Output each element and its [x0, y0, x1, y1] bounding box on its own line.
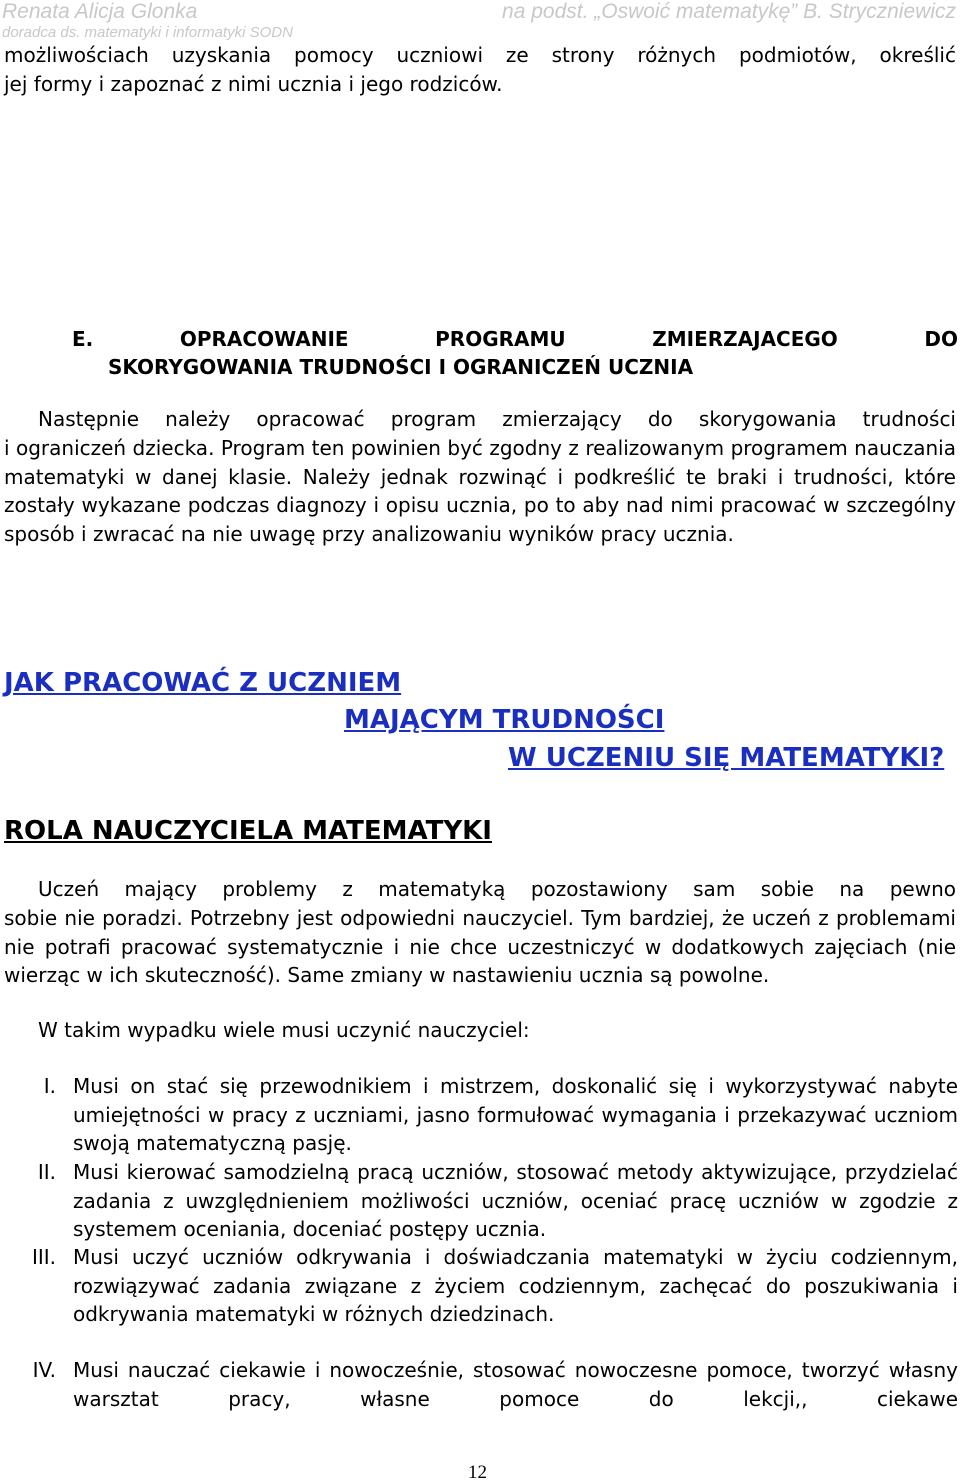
section-e-paragraph-first-line: Następnie należy opracować program zmierzający do skorygowania trudności	[38, 407, 956, 431]
list-item: Musi uczyć uczniów odkrywania i doświadczania matematyki w życiu codziennym, rozwiązywać zadania związane z życiem codziennym, zachęcać do poszukiwania i odkrywania matematyki w różnych dziedzinach.	[73, 1245, 958, 1327]
role-paragraph: sobie nie poradzi. Potrzebny jest odpowiedni nauczyciel. Tym bardziej, że uczeń z problemami nie potrafi pracować systematycznie i nie chce uczestniczyć w dodatkowych zajęciach (nie wierząc w ich skuteczność). Same zmiany w nastawieniu ucznia są powolne.	[4, 906, 956, 988]
list-item-number: IV.	[32, 1358, 56, 1382]
section-e-paragraph: i ograniczeń dziecka. Program ten powinien być zgodny z realizowanym programem nauczania matematyki w danej klasie. Należy jednak rozwinąć i podkreślić te braki i trudności, które zostały wykazane podczas diagnozy i opisu ucznia, po to aby nad nimi pracować w szczególny sposób i zwracać na nie uwagę przy analizowaniu wyników pracy ucznia.	[4, 436, 956, 546]
header-role: doradca ds. matematyki i informatyki SODN	[2, 24, 293, 41]
list-item-number: I.	[43, 1074, 56, 1098]
list-item: Musi nauczać ciekawie i nowocześnie, stosować nowoczesne pomoce, tworzyć własny warsztat pracy, własne pomoce do lekcji,, ciekawe	[73, 1358, 958, 1411]
list-item-number: III.	[31, 1245, 56, 1269]
list-item: Musi on stać się przewodnikiem i mistrzem, doskonalić się i wykorzystywać nabyte umiejętności w pracy z uczniami, jasno formułować wymagania i przekazywać uczniom swoją matematyczną pasję.	[73, 1074, 958, 1156]
page-number: 12	[468, 1462, 487, 1483]
title-line-1: JAK PRACOWAĆ Z UCZNIEM	[4, 668, 402, 698]
role-heading: ROLA NAUCZYCIELA MATEMATYKI	[4, 816, 492, 846]
list-item-number: II.	[37, 1160, 56, 1184]
intro-line-2: jej formy i zapoznać z nimi ucznia i jego rodziców.	[4, 72, 503, 96]
section-e-title-line-2: SKORYGOWANIA TRUDNOŚCI I OGRANICZEŃ UCZNIA	[108, 355, 694, 379]
role-lead: W takim wypadku wiele musi uczynić nauczyciel:	[38, 1018, 530, 1042]
header-source: na podst. „Oswoić matematykę” B. Stryczniewicz	[502, 0, 956, 23]
title-line-2: MAJĄCYM TRUDNOŚCI	[344, 705, 665, 735]
intro-line-1: możliwościach uzyskania pomocy uczniowi ze strony różnych podmiotów, określić	[4, 43, 956, 67]
role-paragraph-first-line: Uczeń mający problemy z matematyką pozostawiony sam sobie na pewno	[38, 877, 956, 901]
title-line-3: W UCZENIU SIĘ MATEMATYKI?	[508, 743, 945, 773]
list-item: Musi kierować samodzielną pracą uczniów, stosować metody aktywizujące, przydzielać zadania z uwzględnieniem możliwości uczniów, oceniać pracę uczniów w zgodzie z systemem oceniania, doceniać postępy ucznia.	[73, 1160, 958, 1242]
header-author: Renata Alicja Glonka	[2, 0, 198, 23]
section-e-title-line-1: E. OPRACOWANIE PROGRAMU ZMIERZAJACEGO DO	[72, 327, 958, 351]
